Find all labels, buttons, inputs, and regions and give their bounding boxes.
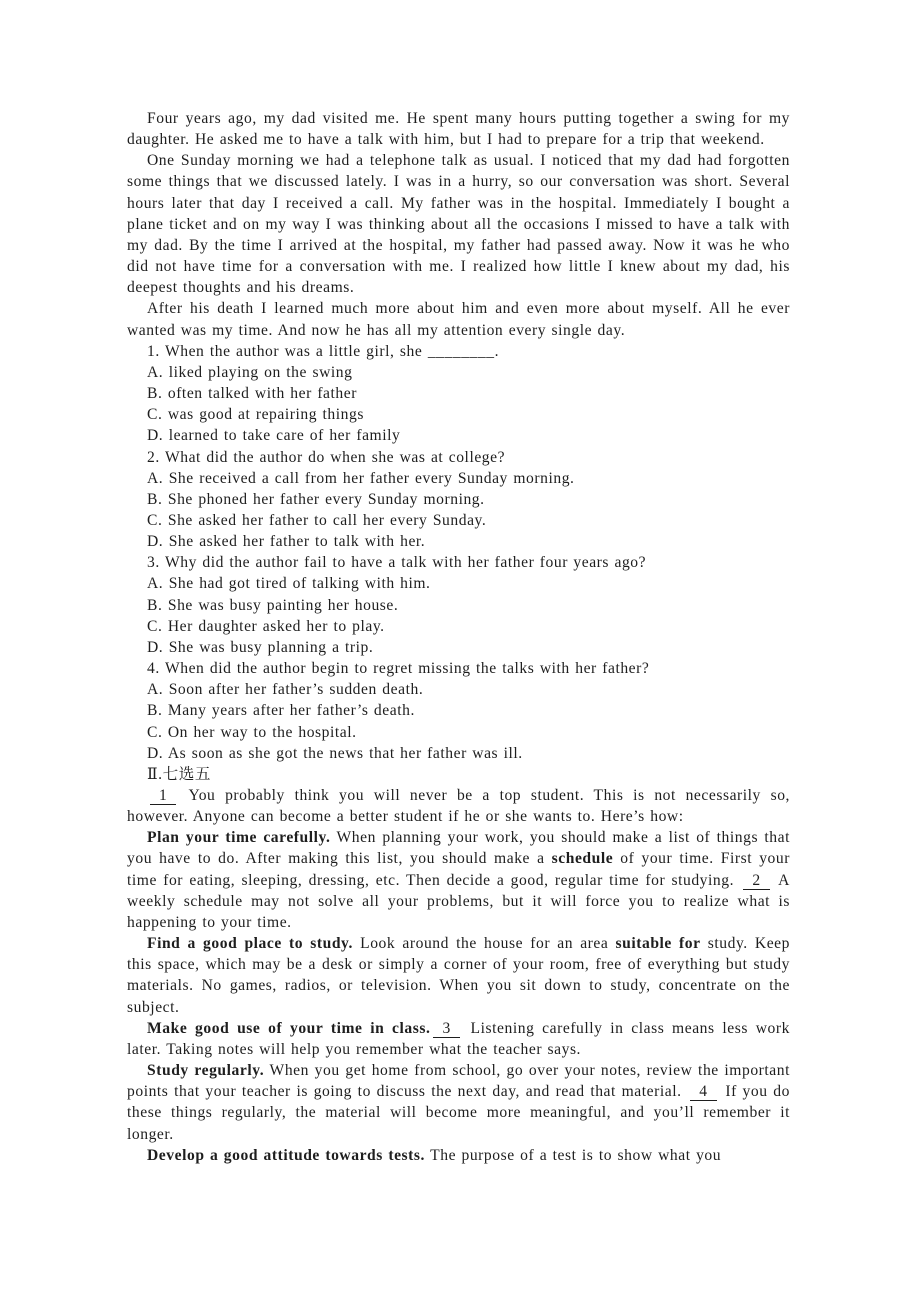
question-1-option-C: C. was good at repairing things (147, 406, 364, 424)
cloze-paragraph-6 (127, 1145, 790, 1166)
question-4-option-C: C. On her way to the hospital. (147, 723, 357, 741)
text-segment: study. Keep this space, which may be a desk or simply a corner of your room, free of everything but study materials. No games, radios, or television. When you sit down to study, concentrate on the subject. (127, 935, 790, 1016)
question-1-option-A: A. liked playing on the swing (147, 363, 353, 381)
question-3-option-A: A. She had got tired of talking with him. (147, 575, 431, 593)
cloze-blank-2: 2 (743, 872, 769, 890)
question-4-stem: 4. When did the author begin to regret missing the talks with her father? (147, 660, 650, 678)
reading-questions (127, 341, 790, 764)
text-segment: When planning your work, you should make a list of things that you have to do. After making this list, you should make a (127, 829, 790, 868)
text-segment: A weekly schedule may not solve all your problems, but it will force you to realize what is happening to your time. (127, 871, 790, 931)
question-2-stem: 2. What did the author do when she was at college? (147, 448, 506, 466)
bold-text: Develop a good attitude towards tests. (147, 1146, 425, 1164)
bold-text: Make good use of your time in class. (147, 1019, 431, 1037)
bold-text: Plan your time carefully. (147, 829, 331, 847)
cloze-blank-4: 4 (690, 1083, 716, 1101)
question-3-stem: 3. Why did the author fail to have a talk with her father four years ago? (147, 554, 647, 572)
question-4-option-D: D. As soon as she got the news that her father was ill. (147, 744, 523, 762)
reading-passage (127, 108, 790, 341)
passage-paragraph-2: One Sunday morning we had a telephone talk as usual. I noticed that my dad had forgotten some things that we discussed lately. I was in a hurry, so our conversation was short. Several hours later that day I received a call. My father was in the hospital. Immediately I bought a plane ticket and on my way I was thinking about all the occasions I missed to have a talk with my dad. By the time I arrived at the hospital, my father had passed away. Now it was he who did not have time for a conversation with me. I realized how little I knew about my dad, his deepest thoughts and his dreams. (127, 152, 790, 297)
question-3-option-C: C. Her daughter asked her to play. (147, 617, 385, 635)
question-2-option-C: C. She asked her father to call her every Sunday. (147, 511, 487, 529)
question-1-option-D: D. learned to take care of her family (147, 427, 401, 445)
bold-text: suitable for (615, 935, 701, 953)
cloze-paragraph-3 (127, 933, 790, 1018)
text-segment: Listening carefully in class means less work later. Taking notes will help you remember what the teacher says. (127, 1019, 790, 1058)
bold-text: schedule (551, 850, 614, 868)
question-4-option-B: B. Many years after her father’s death. (147, 702, 415, 720)
bold-text: Find a good place to study. (147, 935, 353, 953)
text-segment: Look around the house for an area (352, 935, 616, 953)
bold-text: Study regularly. (147, 1062, 265, 1080)
question-1-option-B: B. often talked with her father (147, 385, 357, 403)
passage-paragraph-1: Four years ago, my dad visited me. He spent many hours putting together a swing for my daughter. He asked me to have a talk with him, but I had to prepare for a trip that weekend. (127, 110, 790, 149)
cloze-paragraph-4 (127, 1018, 790, 1060)
cloze-blank-1: 1 (150, 787, 176, 805)
text-segment: You probably think you will never be a top student. This is not necessarily so, however. Anyone can become a better student if he or she wants to. Here’s how: (127, 787, 790, 826)
question-2-option-A: A. She received a call from her father every Sunday morning. (147, 469, 575, 487)
page-content (127, 108, 790, 1166)
text-segment: of your time. First your time for eating, sleeping, dressing, etc. Then decide a good, regular time for studying. (127, 850, 790, 889)
question-4-option-A: A. Soon after her father’s sudden death. (147, 681, 424, 699)
text-segment: The purpose of a test is to show what you (424, 1146, 722, 1164)
cloze-paragraph-5 (127, 1060, 790, 1145)
text-segment: If you do these things regularly, the material will become more meaningful, and you’ll remember it longer. (127, 1083, 790, 1143)
question-2-option-D: D. She asked her father to talk with her. (147, 533, 426, 551)
cloze-blank-3: 3 (433, 1020, 459, 1038)
question-3-option-B: B. She was busy painting her house. (147, 596, 399, 614)
cloze-paragraph-1 (127, 785, 790, 827)
cloze-passage (127, 785, 790, 1166)
passage-paragraph-3: After his death I learned much more about him and even more about myself. All he ever wanted was my time. And now he has all my attention every single day. (127, 300, 790, 339)
question-1-stem: 1. When the author was a little girl, she ________. (147, 342, 500, 360)
text-segment: When you get home from school, go over your notes, review the important points that your teacher is going to discuss the next day, and read that material. (127, 1062, 791, 1101)
section-heading: Ⅱ.七选五 (147, 765, 212, 783)
question-2-option-B: B. She phoned her father every Sunday morning. (147, 490, 485, 508)
question-3-option-D: D. She was busy planning a trip. (147, 638, 374, 656)
cloze-paragraph-2 (127, 827, 790, 933)
